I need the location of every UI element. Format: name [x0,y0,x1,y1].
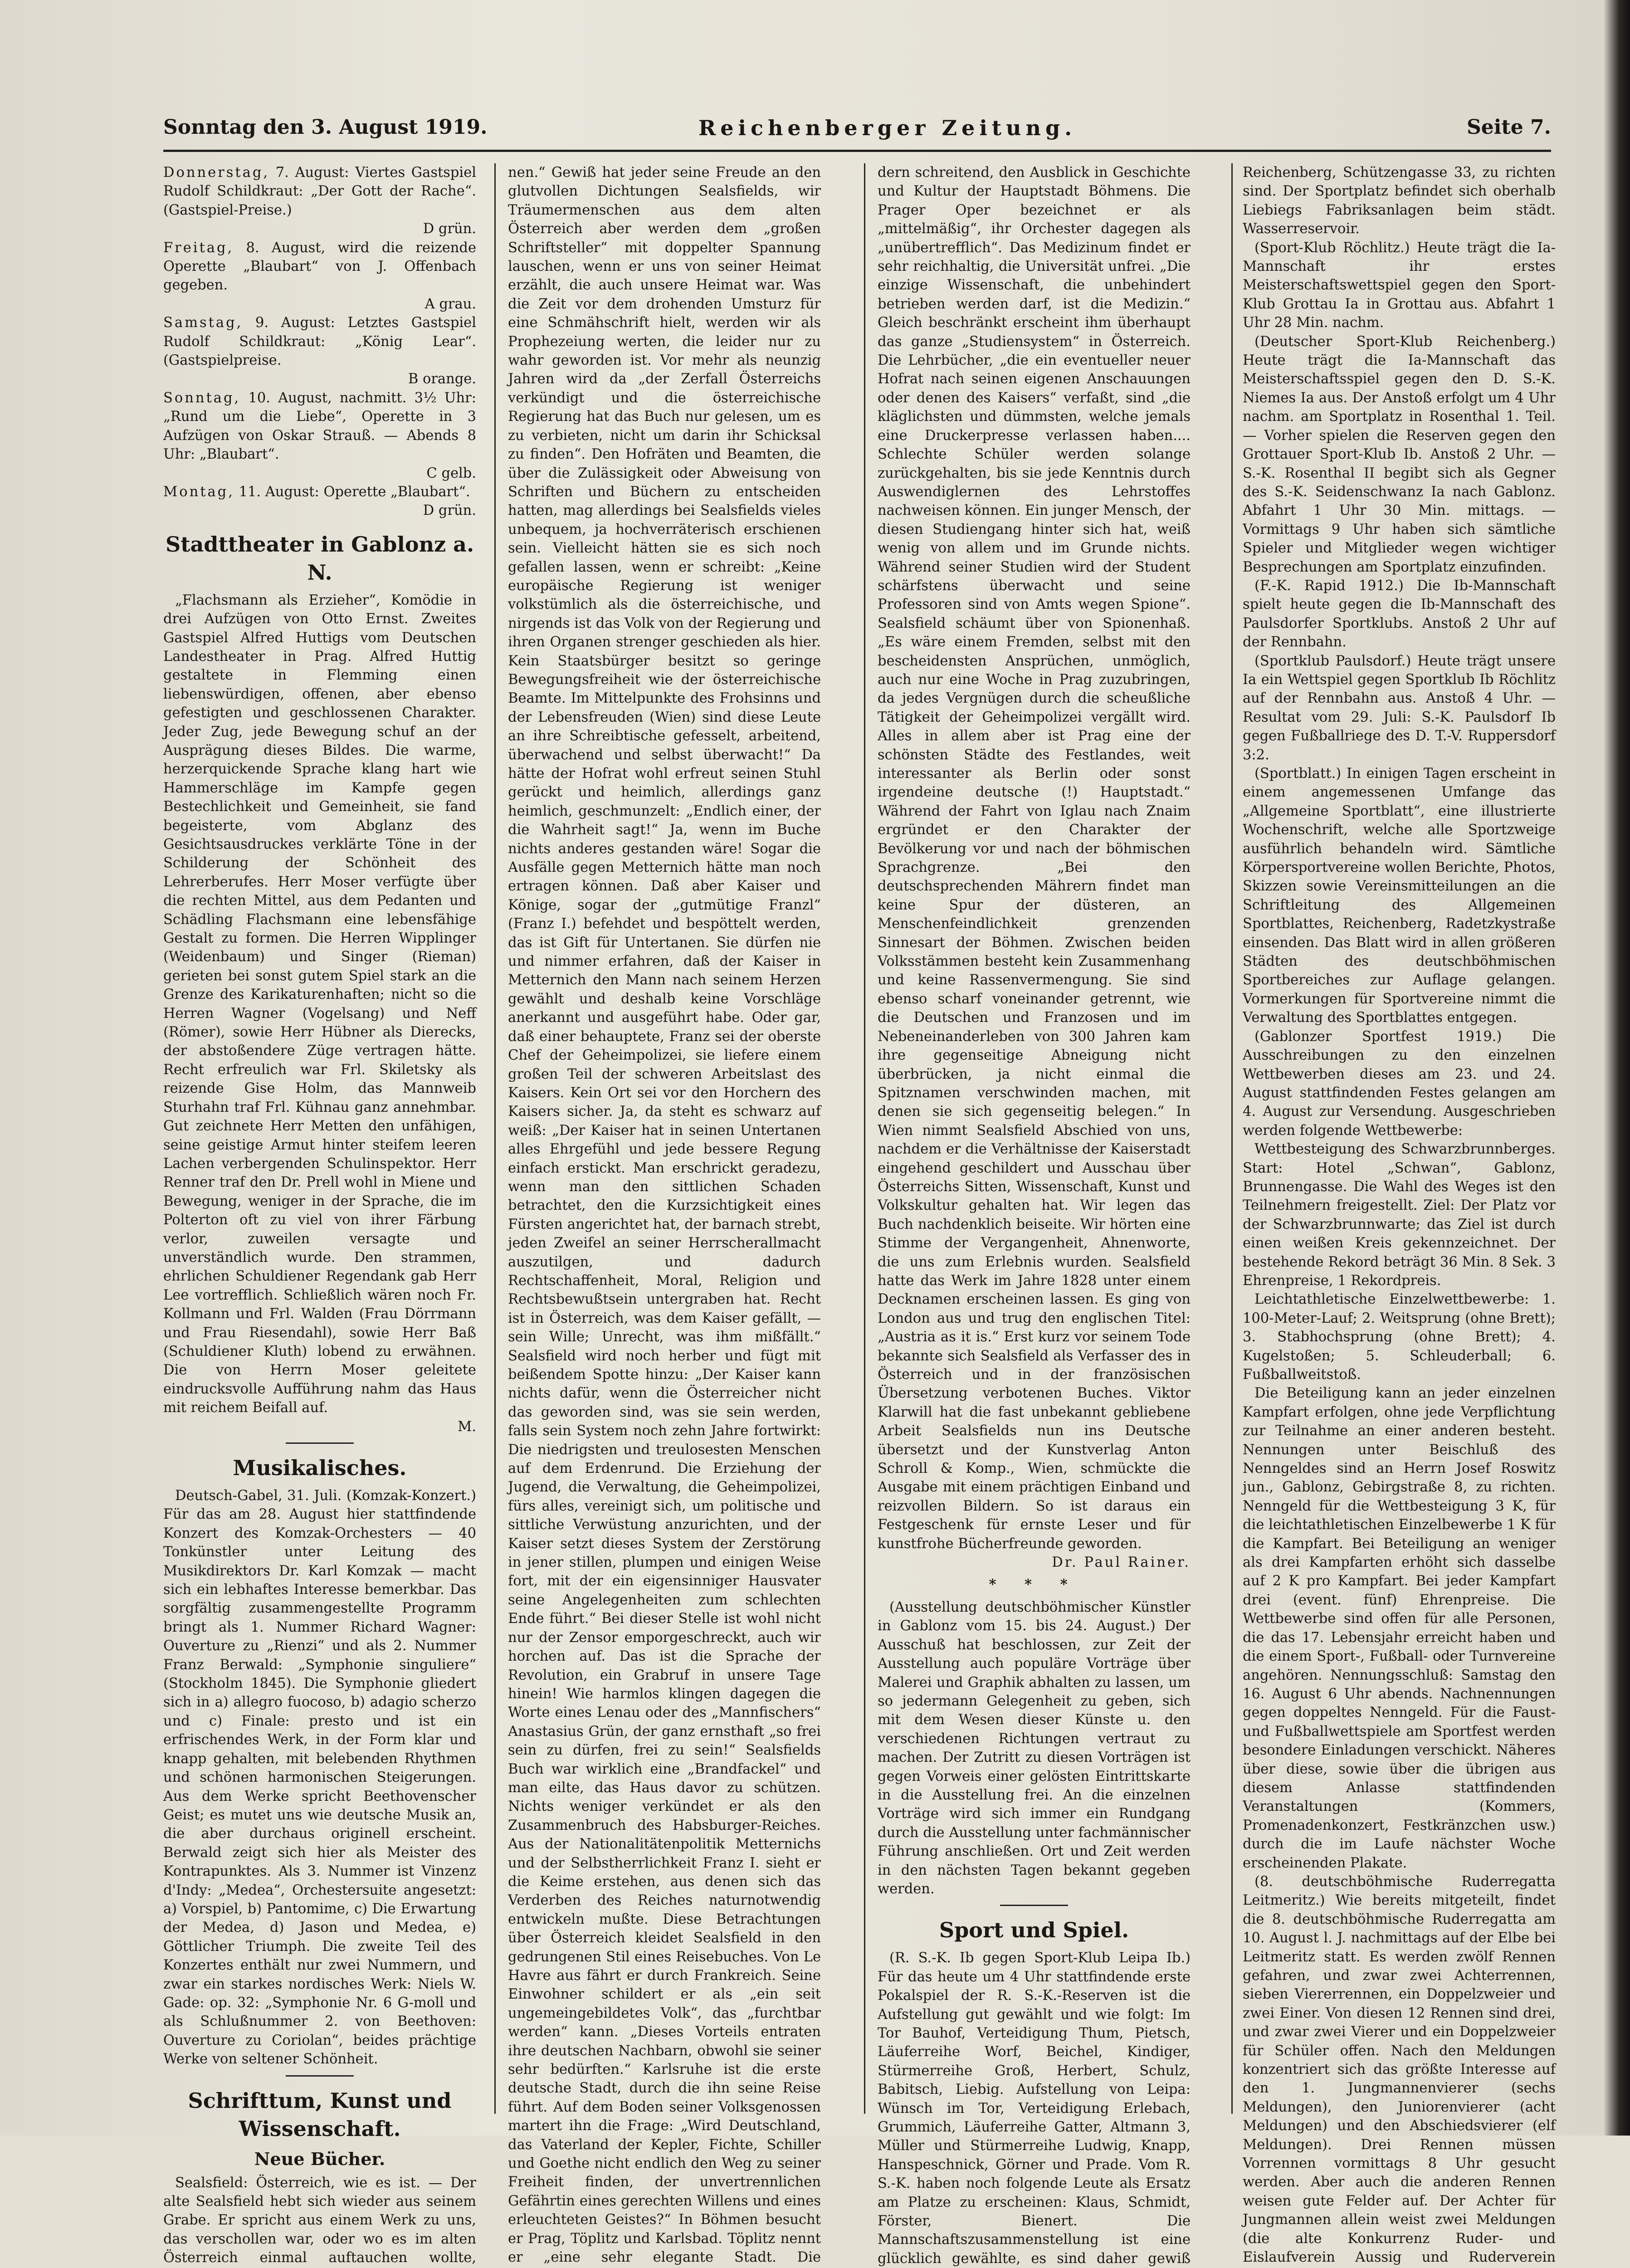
literature-article-continued: dern schreitend, den Ausblick in Geschichte und Kultur der Hauptstadt Böhmens. Die Prager Oper bezeichnet er als „mittelmäßig“, ihr Orchester dagegen als „unübertrefflich“. Das Medizinum findet er sehr reichhaltig, die Universität unfrei. „Die einzige Wissenschaft, die unbehindert betrieben werden darf, ist die Medizin.“ Gleich beschränkt erscheint ihm überhaupt das ganze „Studiensystem“ in Österreich. Die Lehrbücher, „die ein eventueller neuer Hofrat nach seinen eigenen Anschauungen oder denen des Kaisers“ verfaßt, sind „die kläglichsten und dümmsten, welche jemals eine Druckerpresse verlassen haben.... Schlechte Schüler werden solange zurückgehalten, bis sie jede Kenntnis durch Auswendiglernen des Lehrstoffes nachweisen können. Ein junger Mensch, der diesen Studiengang hinter sich hat, weiß wenig von allem und im Grunde nichts. Während seiner Studien wird der Student schärfstens überwacht und seine Professoren sind von Amts wegen Spione“. Sealsfield schäumt über von Spionenhaß. „Es wäre einem Fremden, selbst mit den bescheidensten Ansprüchen, unmöglich, auch nur eine Woche in Prag zuzubringen, da jedes Vergnügen durch die scheußliche Tätigkeit der Geheimpolizei vergällt wird. Alles in allem aber ist Prag eine der schönsten Städte des Festlandes, weit interessanter als Berlin oder sonst irgendeine deutsche (!) Hauptstadt.“ Während der Fahrt von Iglau nach Znaim ergründet er den Charakter der Bevölkerung vor und nach der böhmischen Sprachgrenze. „Bei den deutschsprechenden Mährern findet man keine Spur der düsteren, an Menschenfeindlichkeit grenzenden Sinnesart der Böhmen. Zwischen beiden Volksstämmen besteht kein Zusammenhang und keine Rassenvermengung. Sie sind ebenso scharf voneinander getrennt, wie die Deutschen und Franzosen und im Nebeneinanderleben von 300 Jahren kam ihre gegenseitige Abneigung nicht überbrücken, ja nicht einmal die Spitznamen verschwinden machen, mit denen sie sich gegenseitig belegen.“ In Wien nimmt Sealsfield Abschied von uns, nachdem er die Verhältnisse der Kaiserstadt eingehend geschildert und Ausschau über Österreichs Sitten, Wissenschaft, Kunst und Volkskultur gehalten hat. Wir legen das Buch nachdenklich beiseite. Wir hörten eine Stimme der Vergangenheit, Ahnenworte, die uns zum Erlebnis wurden. Sealsfield hatte das Werk im Jahre 1828 unter einem Decknamen erscheinen lassen. Es ging von London aus und trug den englischen Titel: „Austria as it is.“ Erst kurz vor seinem Tode bekannte sich Sealsfield als Verfasser des in Österreich und in der französischen Übersetzung verbotenen Buches. Viktor Klarwill hat die fast unbekannt gebliebene Arbeit Sealsfields nun ins Deutsche übersetzt und der Kunstverlag Anton Schroll & Komp., Wien, schmückte die Ausgabe mit einem prächtigen Einband und reizvollen Bildern. So ist daraus ein Festgeschenk für ernste Leser und für kunstfrohe Bücherfreunde geworden. [878,165,1191,1552]
header-date: Sonntag den 3. August 1919. [163,116,488,139]
sport-notice: Wettbesteigung des Schwarzbrunnberges. Start: Hotel „Schwan“, Gablonz, Brunnengasse. Die Wahl des Weges ist den Teilnehmern freigestellt. Ziel: Der Platz vor der Schwarzbrunnwarte; das Ziel ist durch einen weißen Kreis gekennzeichnet. Der bestehende Rekord beträgt 36 Min. 8 Sek. 3 Ehrenpreise, 1 Rekordpreis. [1243,1141,1556,1289]
article-signature: Dr. Paul Rainer. [1052,1554,1191,1571]
program-mark: D grün. [423,503,476,519]
divider [1000,1905,1068,1906]
sport-notice: (R. S.-K. Ib gegen Sport-Klub Leipa Ib.) Für das heute um 4 Uhr stattfindende erste Pokalspiel der R. S.-K.-Reserven ist die Aufstellung gut gewählt und wie folgt: Im Tor Bauhof, Verteidigung Thum, Pietsch, Läuferreihe Worf, Beichel, Kindiger, Stürmerreihe Groß, Herbert, Schulz, Babitsch, Liebig. Aufstellung von Leipa: Wünsch im Tor, Verteidigung Erlebach, Grummich, Läuferreihe Gatter, Altmann 3, Müller und Stürmerreihe Ludwig, Knapp, Hanspeschnick, Görner und Prade. Vom R. S.-K. haben noch folgende Leute als Ersatz am Platze zu erscheinen: Klaus, Schmidt, Förster, Bienert. Die Mannschaftszusammenstellung ist eine glücklich gewählte, es sind daher gewiß [878,1950,1191,2267]
program-mark: B orange. [408,371,476,387]
program-entry: Donnerstag, 7. August: Viertes Gastspiel Rudolf Schildkraut: „Der Gott der Rache“. (Gastspiel-Preise.) [163,165,476,218]
exhibition-notice: (Ausstellung deutschböhmischer Künstler in Gablonz vom 15. bis 24. August.) Der Ausschuß hat beschlossen, zur Zeit der Ausstellung auch populäre Vorträge über Malerei und Graphik abhalten zu lassen, um so jedermann Gelegenheit zu geben, sich mit dem Wesen dieser Künste u. den verschiedenen Richtungen vertraut zu machen. Der Zutritt zu diesen Vorträgen ist gegen Vorweis einer gelösten Eintrittskarte in die Ausstellung frei. An die einzelnen Vorträge wird sich immer ein Rundgang durch die Ausstellung unter fachmännischer Führung anschließen. Ort und Zeit werden in den nächsten Tagen bekannt gegeben werden. [878,1599,1191,1897]
section-title-sport: Sport und Spiel. [939,1918,1129,1943]
sport-notice-continued: Reichenberg, Schützengasse 33, zu richten sind. Der Sportplatz befindet sich oberhalb Liebiegs Fabriksanlagen beim städt. Wasserreservoir. [1243,165,1556,237]
program-entry: Montag, 11. August: Operette „Blaubart“. [163,484,470,500]
column-1 [163,163,476,2266]
separator-stars: * * * [989,1576,1079,1593]
header-paper-name: Reichenberger Zeitung. [698,116,1077,140]
theater-signature: M. [458,1418,476,1435]
sport-notice: Die Beteiligung kann an jeder einzelnen Kampfart erfolgen, ohne jede Verpflichtung zur Teilnahme an einer anderen besteht. Nennungen unter Beischluß des Nenngeldes sind an Herrn Josef Roswitz jun., Gablonz, Gebirgstraße 8, zu richten. Nenngeld für die Wettbesteigung 3 K, für die leichtathletischen Einzelbewerbe 1 K für die Kampfart. Bei Beteiligung an weniger als drei Kampfarten erhöht sich dasselbe auf 2 K pro Kampfart. Bei jeder Kampfart drei (event. fünf) Ehrenpreise. Die Wettbewerbe sind offen für alle Personen, die das 17. Lebensjahr erreicht haben und die einem Sport-, Fußball- oder Turnvereine angehören. Nennungsschluß: Samstag den 16. August 6 Uhr abends. Nachnennungen gegen doppeltes Nenngeld. Für die Faust- und Fußballwettspiele am Sportfest werden besondere Einladungen verschickt. Näheres über diese, sowie über die übrigen aus diesem Anlasse stattfindenden Veranstaltungen (Kommers, Promenadenkonzert, Festkränzchen usw.) durch die im Laufe nächster Woche erscheinenden Plakate. [1243,1385,1556,1871]
sport-notice: (F.-K. Rapid 1912.) Die Ib-Mannschaft spielt heute gegen die Ib-Mannschaft des Paulsdorfer Sportklubs. Anstoß 2 Uhr auf der Rennbahn. [1243,577,1556,650]
section-title-music: Musikalisches. [233,1456,407,1480]
program-entry: Sonntag, 10. August, nachmitt. 3½ Uhr: „Rund um die Liebe“, Operette in 3 Aufzügen von Oskar Strauß. — Abends 8 Uhr: „Blaubart“. [163,390,476,463]
column-rule [864,163,865,2114]
sport-notice: (Deutscher Sport-Klub Reichenberg.) Heute trägt die Ia-Mannschaft das Meisterschaftsspiel gegen den D. S.-K. Niemes Ia aus. Der Anstoß erfolgt um 4 Uhr nachm. am Sportplatz in Rosenthal 1. Teil. — Vorher spielen die Reserven gegen den Grottauer Sport-Klub Ib. Anstoß 2 Uhr. — S.-K. Rosenthal II begibt sich als Gegner des S.-K. Seidenschwanz Ia nach Gablonz. Abfahrt 1 Uhr 30 Min. mittags. — Vormittags 9 Uhr haben sich sämtliche Spieler und Mitglieder wegen wichtiger Besprechungen am Sportplatz einzufinden. [1243,333,1556,575]
column-rule [1231,163,1233,2114]
music-article: Deutsch-Gabel, 31. Juli. (Komzak-Konzert.) Für das am 28. August hier stattfindende Konzert des Komzak-Orchesters — 40 Tonkünstler unter Leitung des Musikdirektors Dr. Karl Komzak — macht sich ein lebhaftes Interesse bemerkbar. Das sorgfältig zusammengestellte Programm bringt als 1. Nummer Richard Wagner: Ouverture zu „Rienzi“ und als 2. Nummer Franz Berwald: „Symphonie singuliere“ (Stockholm 1845). Die Symphonie gliedert sich in a) allegro fuocoso, b) adagio scherzo und c) Finale: presto und ist ein erfrischendes Werk, in der Form klar und knapp gehalten, mit belebenden Rhythmen und schönen harmonischen Steigerungen. Aus dem Werke spricht Beethovenscher Geist; es mutet uns wie deutsche Musik an, die aber durchaus originell erscheint. Berwald zeigt sich hier als Meister des Kontrapunktes. Als 3. Nummer ist Vinzenz d'Indy: „Medea“, Orchestersuite angesetzt: a) Vorspiel, b) Pantomime, c) Die Erwartung der Medea, d) Jason und Medea, e) Göttlicher Triumph. Die zweite Teil des Konzertes enthält nur zwei Nummern, und zwar ein starkes nordisches Werk: Niels W. Gade: op. 32: „Symphonie Nr. 6 G-moll und als Schlußnummer 2. von Beethoven: Ouverture zu Coriolan“, beides prächtige Werke von seltener Schönheit. [163,1488,476,2068]
sport-notice: (Gablonzer Sportfest 1919.) Die Ausschreibungen zu den einzelnen Wettbewerben dieses am 23. und 24. August stattfindenden Festes gelangen am 4. August zur Versendung. Ausgeschrieben werden folgende Wettbewerbe: [1243,1028,1556,1139]
program-entry: Freitag, 8. August, wird die reizende Operette „Blaubart“ von J. Offenbach gegeben. [163,240,476,293]
column-2 [508,163,821,2266]
divider [286,2075,354,2077]
program-mark: C gelb. [426,465,476,481]
section-title-literature: Schrifttum, Kunst und Wissenschaft. [188,2088,452,2141]
divider [286,1442,354,1444]
section-title-theater: Stadttheater in Gablonz a. N. [166,532,474,585]
program-mark: A grau. [425,296,476,312]
sport-notice: (Sportblatt.) In einigen Tagen erscheint in einem angemessenen Umfange das „Allgemeine Sportblatt“, eine illustrierte Wochenschrift, welche alle Sportzweige ausführlich behandeln wird. Sämtliche Körpersportvereine wollen Berichte, Photos, Skizzen sowie Vereinsmitteilungen an die Schriftleitung des Allgemeinen Sportblattes, Reichenberg, Radetzkystraße einsenden. Das Blatt wird in allen größeren Städten des deutschböhmischen Sportbereiches zur Auflage gelangen. Vormerkungen für Sportvereine nimmt die Verwaltung des Sportblattes entgegen. [1243,766,1556,1026]
section-subtitle-books: Neue Bücher. [254,2148,386,2169]
sport-notice: Leichtathletische Einzelwettbewerbe: 1. 100-Meter-Lauf; 2. Weitsprung (ohne Brett); 3. Stabhochsprung (ohne Brett); 4. Kugelstoßen; 5. Schleuderball; 6. Fußballweitstoß. [1243,1291,1556,1383]
sport-notice: (Sportklub Paulsdorf.) Heute trägt unsere Ia ein Wettspiel gegen Sportklub Ib Röchlitz auf der Rennbahn aus. Anstoß 4 Uhr. — Resultat vom 29. Juli: S.-K. Paulsdorf Ib gegen Fußballriege des D. T.-V. Ruppersdorf 3:2. [1243,653,1556,763]
page-header [163,116,1551,152]
sport-notice: (Sport-Klub Röchlitz.) Heute trägt die Ia-Mannschaft ihr erstes Meisterschaftswettspiel gegen den Sport-Klub Grottau Ia in Grottau aus. Abfahrt 1 Uhr 28 Min. nachm. [1243,240,1556,331]
column-3 [878,163,1191,2267]
sport-notice: (8. deutschböhmische Ruderregatta Leitmeritz.) Wie bereits mitgeteilt, findet die 8. deutschböhmische Ruderregatta am 10. August l. J. nachmittags auf der Elbe bei Leitmeritz statt. Es werden zwölf Rennen gefahren, und zwar zwei Achterrennen, sieben Viererrennen, ein Doppelzweier und zwei Einer. Von diesen 12 Rennen sind drei, und zwar zwei Vierer und ein Doppelzweier für Schüler offen. Nach den Meldungen konzentriert sich das größte Interesse auf den 1. Jungmannenvierer (sechs Meldungen), den Juniorenvierer (acht Meldungen) und den Abschiedsvierer (elf Meldungen). Drei Rennen müssen Vorrennen vormittags 8 Uhr gesucht werden. Aber auch die anderen Rennen weisen gute Felder auf. Der Achter für Jungmannen allein weist zwei Meldungen (die alte Konkurrenz Ruder- und Eislaufverein Aussig und Ruderverein [1243,1873,1556,2266]
literature-article: Sealsfield: Österreich, wie es ist. — Der alte Sealsfield hebt sich wieder aus seinem Grabe. Er spricht aus einem Werk zu uns, das verschollen war, oder wo es im alten Österreich einmal auftauchen wollte, [163,2175,476,2266]
literature-article-continued: nen.“ Gewiß hat jeder seine Freude an den glutvollen Dichtungen Sealsfields, wir Träumermenschen aus dem alten Österreich aber werden dem „großen Schriftsteller“ mit doppelter Spannung lauschen, wenn er uns von seiner Heimat erzählt, die auch unsere Heimat war. Was die Zeit vor dem drohenden Umsturz für eine Schmähschrift hielt, werden wir als Prophezeiung werten, die leider nur zu wahr geworden ist. Vor mehr als neunzig Jahren wird da „der Zerfall Österreichs verkündigt und die österreichische Regierung hat das Buch nur gelesen, um es zu verbieten, nicht um darin ihr Schicksal zu finden“. Den Hofräten und Beamten, die über die Zulässigkeit oder Abweisung von Schriften und Büchern zu entscheiden hatten, mag allerdings bei Sealsfields vieles unbequem, ja hochverräterisch erschienen sein. Vielleicht hätten sie es sich noch gefallen lassen, wenn er schreibt: „Keine europäische Regierung ist weniger volkstümlich als die österreichische, und nirgends ist das Volk von der Regierung und ihren Organen strenger geschieden als hier. Kein Staatsbürger besitzt so geringe Bewegungsfreiheit wie der österreichische Beamte. Im Mittelpunkte des Frohsinns und der Lebensfreuden (Wien) sind diese Leute an ihre Schreibtische gefesselt, arbeitend, überwachend und selbst überwacht!“ Da hätte der Hofrat wohl erfreut seinen Stuhl gerückt und heimlich, allerdings ganz heimlich, geschmunzelt: „Endlich einer, der die Wahrheit sagt!“ Ja, wenn im Buche nichts anderes gestanden wäre! Sogar die Ausfälle gegen Metternich hätte man noch ertragen können. Daß aber Kaiser und Könige, sogar der „gutmütige Franzl“ (Franz I.) befehdet und bespöttelt werden, das ist Gift für Untertanen. Sie dürfen nie und nimmer erfahren, daß der Kaiser in Metternich den Mann nach seinem Herzen gewählt und deshalb keine Vorschläge anerkannt und ausgeführt habe. Oder gar, daß einer behauptete, Franz sei der oberste Chef der Geheimpolizei, sie liefere einem großen Teil der schweren Arbeitslast des Kaisers. Kein Ort sei vor den Horchern des Kaisers sicher. Ja, da steht es schwarz auf weiß: „Der Kaiser hat in seinen Untertanen alles Ehrgefühl und jede bessere Regung einfach erstickt. Man erschrickt geradezu, wenn man den sittlichen Schaden betrachtet, den die Kurzsichtigkeit eines Fürsten angerichtet hat, der barnach strebt, jeden Zweifel an seiner Herrscherallmacht auszutilgen, und dadurch Rechtschaffenheit, Moral, Religion und Rechtsbewußtsein untergraben hat. Recht ist in Österreich, was dem Kaiser gefällt, — sein Wille; Unrecht, was ihm mißfällt.“ Sealsfield wird noch herber und fügt mit beißendem Spotte hinzu: „Der Kaiser kann nichts dafür, wenn die Österreicher nicht das geworden sind, was sie sein werden, falls sein System noch zehn Jahre fortwirkt: Die niedrigsten und treulosesten Menschen auf dem Erdenrund. Die Erziehung der Jugend, die Verwaltung, die Geheimpolizei, fürs alles, vereinigt sich, um politische und sittliche Verwüstung anzurichten, und der Kaiser setzt dieses System der Zerstörung in jener stillen, plumpen und einigen Weise fort, mit der ein eigensinniger Hausvater seine Angelegenheiten zum schlechten Ende führt.“ Bei dieser Stelle ist wohl nicht nur der Zensor emporgeschreckt, auch wir horchen auf. Das ist die Sprache der Revolution, ein Grabruf in unsere Tage hinein! Wie harmlos klingen dagegen die Worte eines Lenau oder des „Mannfischers“ Anastasius Grün, der ganz ernsthaft „so frei sein zu dürfen, frei zu sein!“ Sealsfields Buch war wirklich eine „Brandfackel“ und man eilte, das Haus davor zu schützen. Nichts weniger verkündet er als den Zusammenbruch des Habsburger-Reiches. Aus der Nationalitätenpolitik Metternichs und der Selbstherrlichkeit Franz I. sieht er die Keime erstehen, aus denen sich das Verderben des Reiches naturnotwendig entwickeln mußte. Diese Betrachtungen über Österreich kleidet Sealsfield in den gedrungenen Stil eines Reisebuches. Von Le Havre aus fährt er durch Frankreich. Seine Einwohner schildert er als „ein seit ungemeingebildetes Volk“, das „furchtbar werden“ kann. „Dieses Vorteils entraten ihre deutschen Nachbarn, obwohl sie seiner sehr bedürften.“ Karlsruhe ist die erste deutsche Stadt, durch die ihn seine Reise führt. Auf dem Boden seiner Volksgenossen martert ihn die Frage: „Wird Deutschland, das Vaterland der Kepler, Fichte, Schiller und Goethe nicht endlich den Weg zu seiner Freiheit finden, der unvertrennlichen Gefährtin eines gerechten Willens und eines erleuchteten Geistes?“ In Böhmen besucht er Prag, Töplitz und Karlsbad. Töplitz nennt er „eine sehr elegante Stadt. Die [508,165,821,2266]
column-rule [494,163,496,2114]
theater-review: „Flachsmann als Erzieher“, Komödie in drei Aufzügen von Otto Ernst. Zweites Gastspiel Alfred Huttigs vom Deutschen Landestheater in Prag. Alfred Huttig gestaltete in Flemming einen liebenswürdigen, offenen, aber ebenso gefestigten und geschlossenen Charakter. Jeder Zug, jede Bewegung schuf an der Ausprägung dieses Bildes. Die warme, herzerquickende Sprache klang hart wie Hammerschläge im Kampfe gegen Bestechlichkeit und Gemeinheit, sie fand begeisterte, vom Abglanz des Gesichtsausdruckes verklärte Töne in der Schilderung der Schönheit des Lehrerberufes. Herr Moser verfügte über die rechten Mittel, aus dem Pedanten und Schädling Flachsmann eine lebensfähige Gestalt zu formen. Die Herren Wipplinger (Weidenbaum) und Singer (Rieman) gerieten bei sonst gutem Spiel stark an die Grenze des Karikaturenhaften; nicht so die Herren Wagner (Vogelsang) und Neff (Römer), sowie Herr Hübner als Dierecks, der abstoßendere Züge vertragen hätte. Recht erfreulich war Frl. Skiletsky als reizende Gise Holm, das Mannweib Sturhahn traf Frl. Kühnau ganz annehmbar. Gut zeichnete Herr Metten den unfähigen, seine geistige Armut hinter steifem leeren Lachen verbergenden Schulinspektor. Herr Renner traf den Dr. Prell wohl in Miene und Bewegung, weniger in der Sprache, die im Polterton oft zu viel von ihrer Färbung verlor, zuweilen versagte und unverständlich wurde. Den strammen, ehrlichen Schuldiener Regendank gab Herr Lee vortrefflich. Schließlich wären noch Fr. Kollmann und Frl. Walden (Frau Dörrmann und Frau Riesendahl), sowie Herr Baß (Schuldiener Kluth) lobend zu erwähnen. Die von Herrn Moser geleitete eindrucksvolle Aufführung nahm das Haus mit reichem Beifall auf. [163,592,476,1416]
program-mark: D grün. [423,221,476,237]
header-page-number: Seite 7. [1466,116,1551,139]
program-entry: Samstag, 9. August: Letztes Gastspiel Rudolf Schildkraut: „König Lear“. (Gastspielpreise. [163,315,476,369]
column-4 [1243,163,1556,2266]
page-edge-shadow [1603,0,1630,2136]
